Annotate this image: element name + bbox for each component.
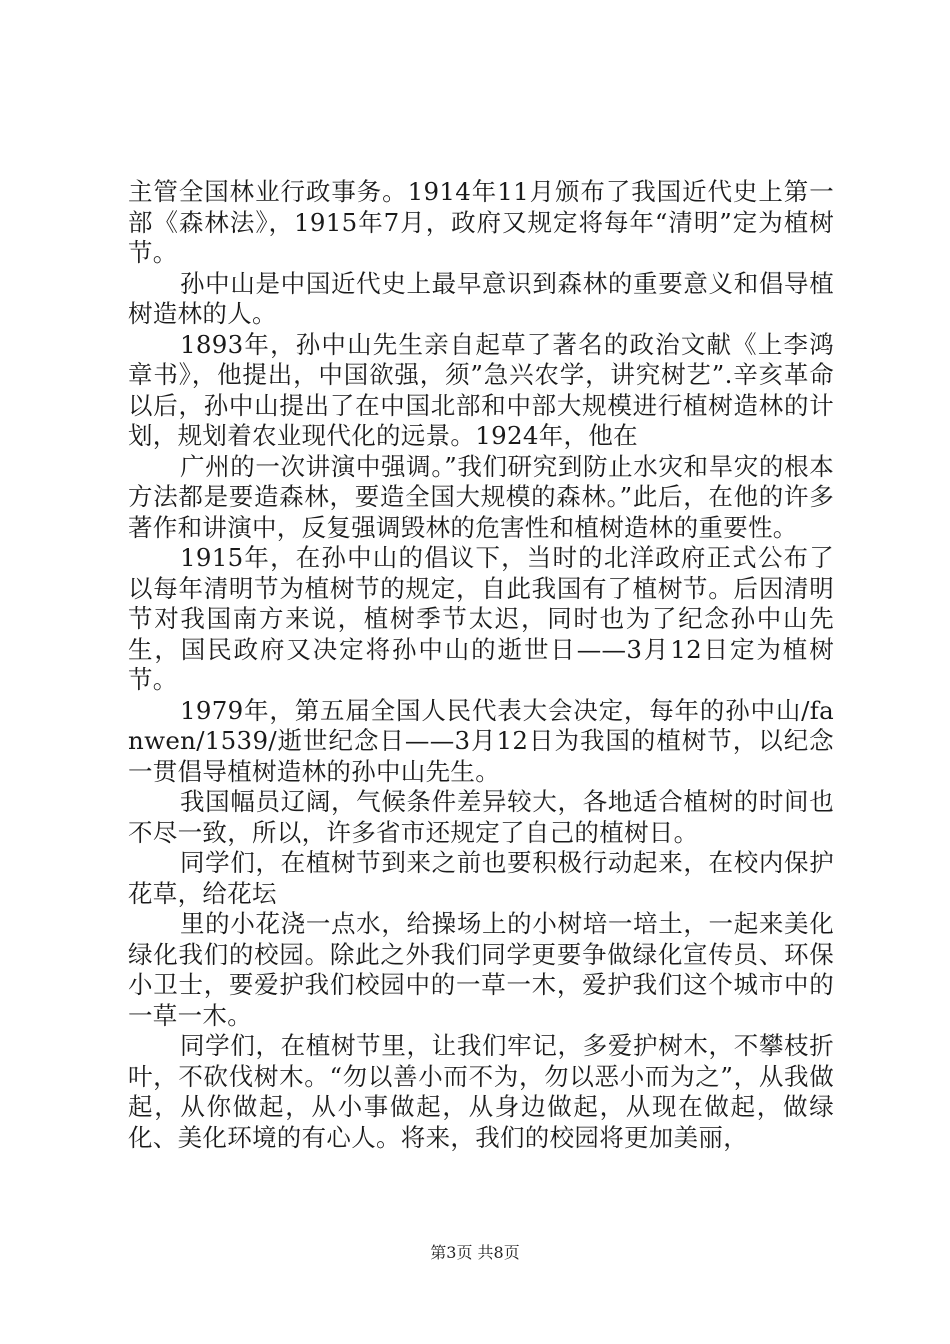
paragraph-9: 里的小花浇一点水，给操场上的小树培一培土，一起来美化绿化我们的校园。除此之外我们同学更要争做绿化宣传员、环保小卫士，要爱护我们校园中的一草一木，爱护我们这个城市中的一草一木。 [128, 909, 834, 1030]
paragraph-8: 同学们，在植树节到来之前也要积极行动起来，在校内保护花草，给花坛 [128, 848, 834, 908]
paragraph-1: 主管全国林业行政事务。1914年11月颁布了我国近代史上第一部《森林法》，1915年7月，政府又规定将每年“清明”定为植树节。 [128, 177, 834, 267]
paragraph-6: 1979年，第五届全国人民代表大会决定，每年的孙中山/fanwen/1539/逝世纪念日——3月12日为我国的植树节，以纪念一贯倡导植树造林的孙中山先生。 [128, 695, 834, 786]
paragraph-4: 广州的一次讲演中强调。”我们研究到防止水灾和旱灾的根本方法都是要造森林，要造全国大规模的森林。”此后，在他的许多著作和讲演中，反复强调毁林的危害性和植树造林的重要性。 [128, 451, 834, 542]
paragraph-10: 同学们，在植树节里，让我们牢记，多爱护树木，不攀枝折叶，不砍伐树木。“勿以善小而不为，勿以恶小而为之”，从我做起，从你做起，从小事做起，从身边做起，从现在做起，做绿化、美化环境的有心人。将来，我们的校园将更加美丽， [128, 1031, 834, 1152]
page-number-footer: 第3页 共8页 [430, 1243, 520, 1262]
paragraph-5: 1915年，在孙中山的倡议下，当时的北洋政府正式公布了以每年清明节为植树节的规定，自此我国有了植树节。后因清明节对我国南方来说，植树季节太迟，同时也为了纪念孙中山先生，国民政府又决定将孙中山的逝世日——3月12日定为植树节。 [128, 543, 834, 694]
paragraph-3: 1893年，孙中山先生亲自起草了著名的政治文献《上李鸿章书》，他提出，中国欲强，须”急兴农学，讲究树艺”.辛亥革命以后，孙中山提出了在中国北部和中部大规模进行植树造林的计划，规划着农业现代化的远景。1924年，他在 [128, 329, 834, 450]
paragraph-7: 我国幅员辽阔，气候条件差异较大，各地适合植树的时间也不尽一致，所以，许多省市还规定了自己的植树日。 [128, 787, 834, 847]
paragraph-2: 孙中山是中国近代史上最早意识到森林的重要意义和倡导植树造林的人。 [128, 268, 834, 328]
document-body [128, 177, 834, 1153]
